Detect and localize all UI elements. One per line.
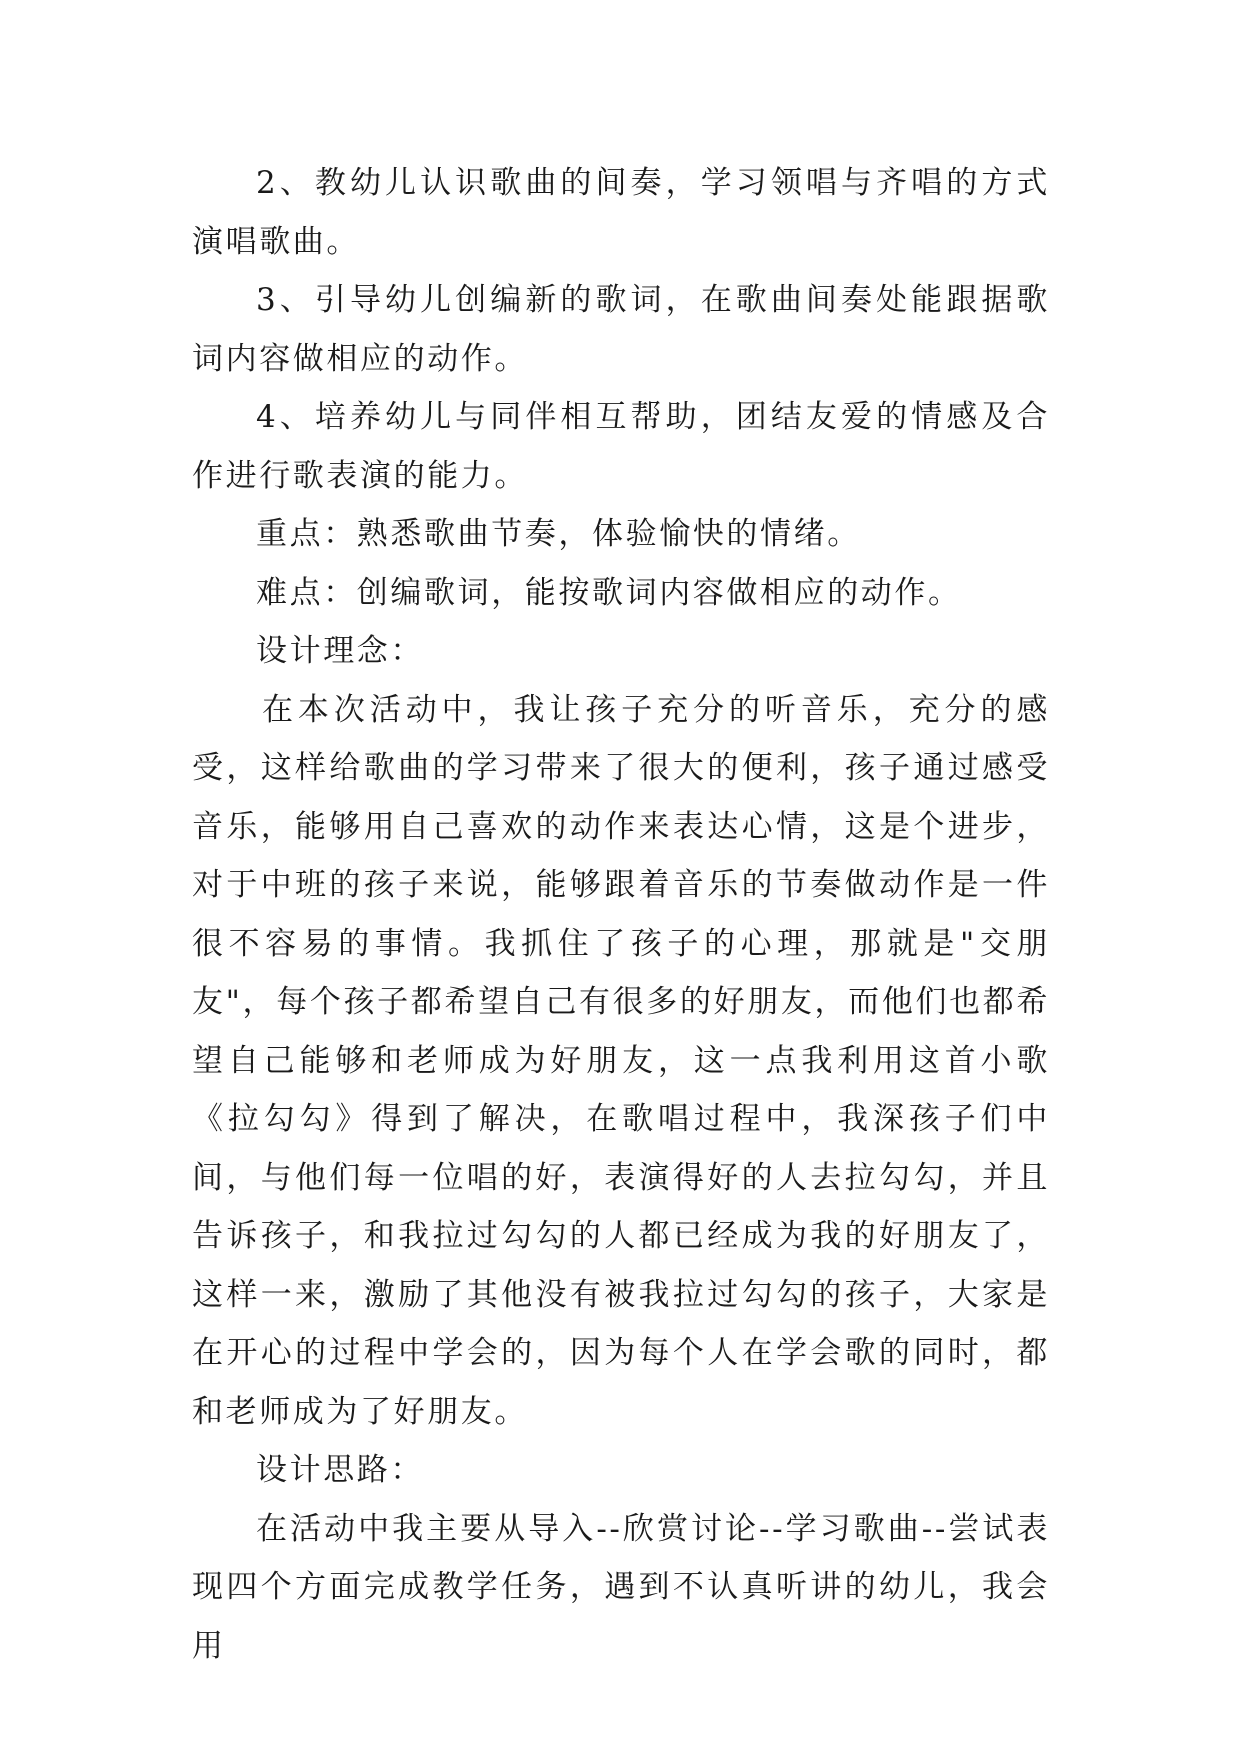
paragraph-design-concept: 在本次活动中，我让孩子充分的听音乐，充分的感受，这样给歌曲的学习带来了很大的便利，孩子通过感受音乐，能够用自己喜欢的动作来表达心情，这是个进步，对于中班的孩子来说，能够跟着音乐的节奏做动作是一件很不容易的事情。我抓住了孩子的心理，那就是"交朋友"，每个孩子都希望自己有很多的好朋友，而他们也都希望自己能够和老师成为好朋友，这一点我利用这首小歌《拉勾勾》得到了解决，在歌唱过程中，我深孩子们中间，与他们每一位唱的好，表演得好的人去拉勾勾，并且告诉孩子，和我拉过勾勾的人都已经成为我的好朋友了，这样一来，激励了其他没有被我拉过勾勾的孩子，大家是在开心的过程中学会的，因为每个人在学会歌的同时，都和老师成为了好朋友。 [192, 691, 1050, 1430]
paragraph-key-point: 重点：熟悉歌曲节奏，体验愉快的情绪。 [256, 516, 861, 552]
heading-design-concept: 设计理念： [256, 633, 424, 669]
paragraph-design-approach: 在活动中我主要从导入--欣赏讨论--学习歌曲--尝试表现四个方面完成教学任务，遇到不认真听讲的幼儿，我会用 [192, 1510, 1050, 1664]
paragraph-difficulty: 难点：创编歌词，能按歌词内容做相应的动作。 [256, 574, 962, 611]
paragraph-goal-3: 3、引导幼儿创编新的歌词，在歌曲间奏处能跟据歌词内容做相应的动作。 [192, 282, 1050, 377]
paragraph-goal-2: 2、教幼儿认识歌曲的间奏，学习领唱与齐唱的方式演唱歌曲。 [192, 165, 1050, 260]
paragraph-goal-4: 4、培养幼儿与同伴相互帮助，团结友爱的情感及合作进行歌表演的能力。 [192, 399, 1050, 494]
document-page [192, 154, 1050, 1675]
heading-design-approach: 设计思路： [256, 1452, 424, 1488]
